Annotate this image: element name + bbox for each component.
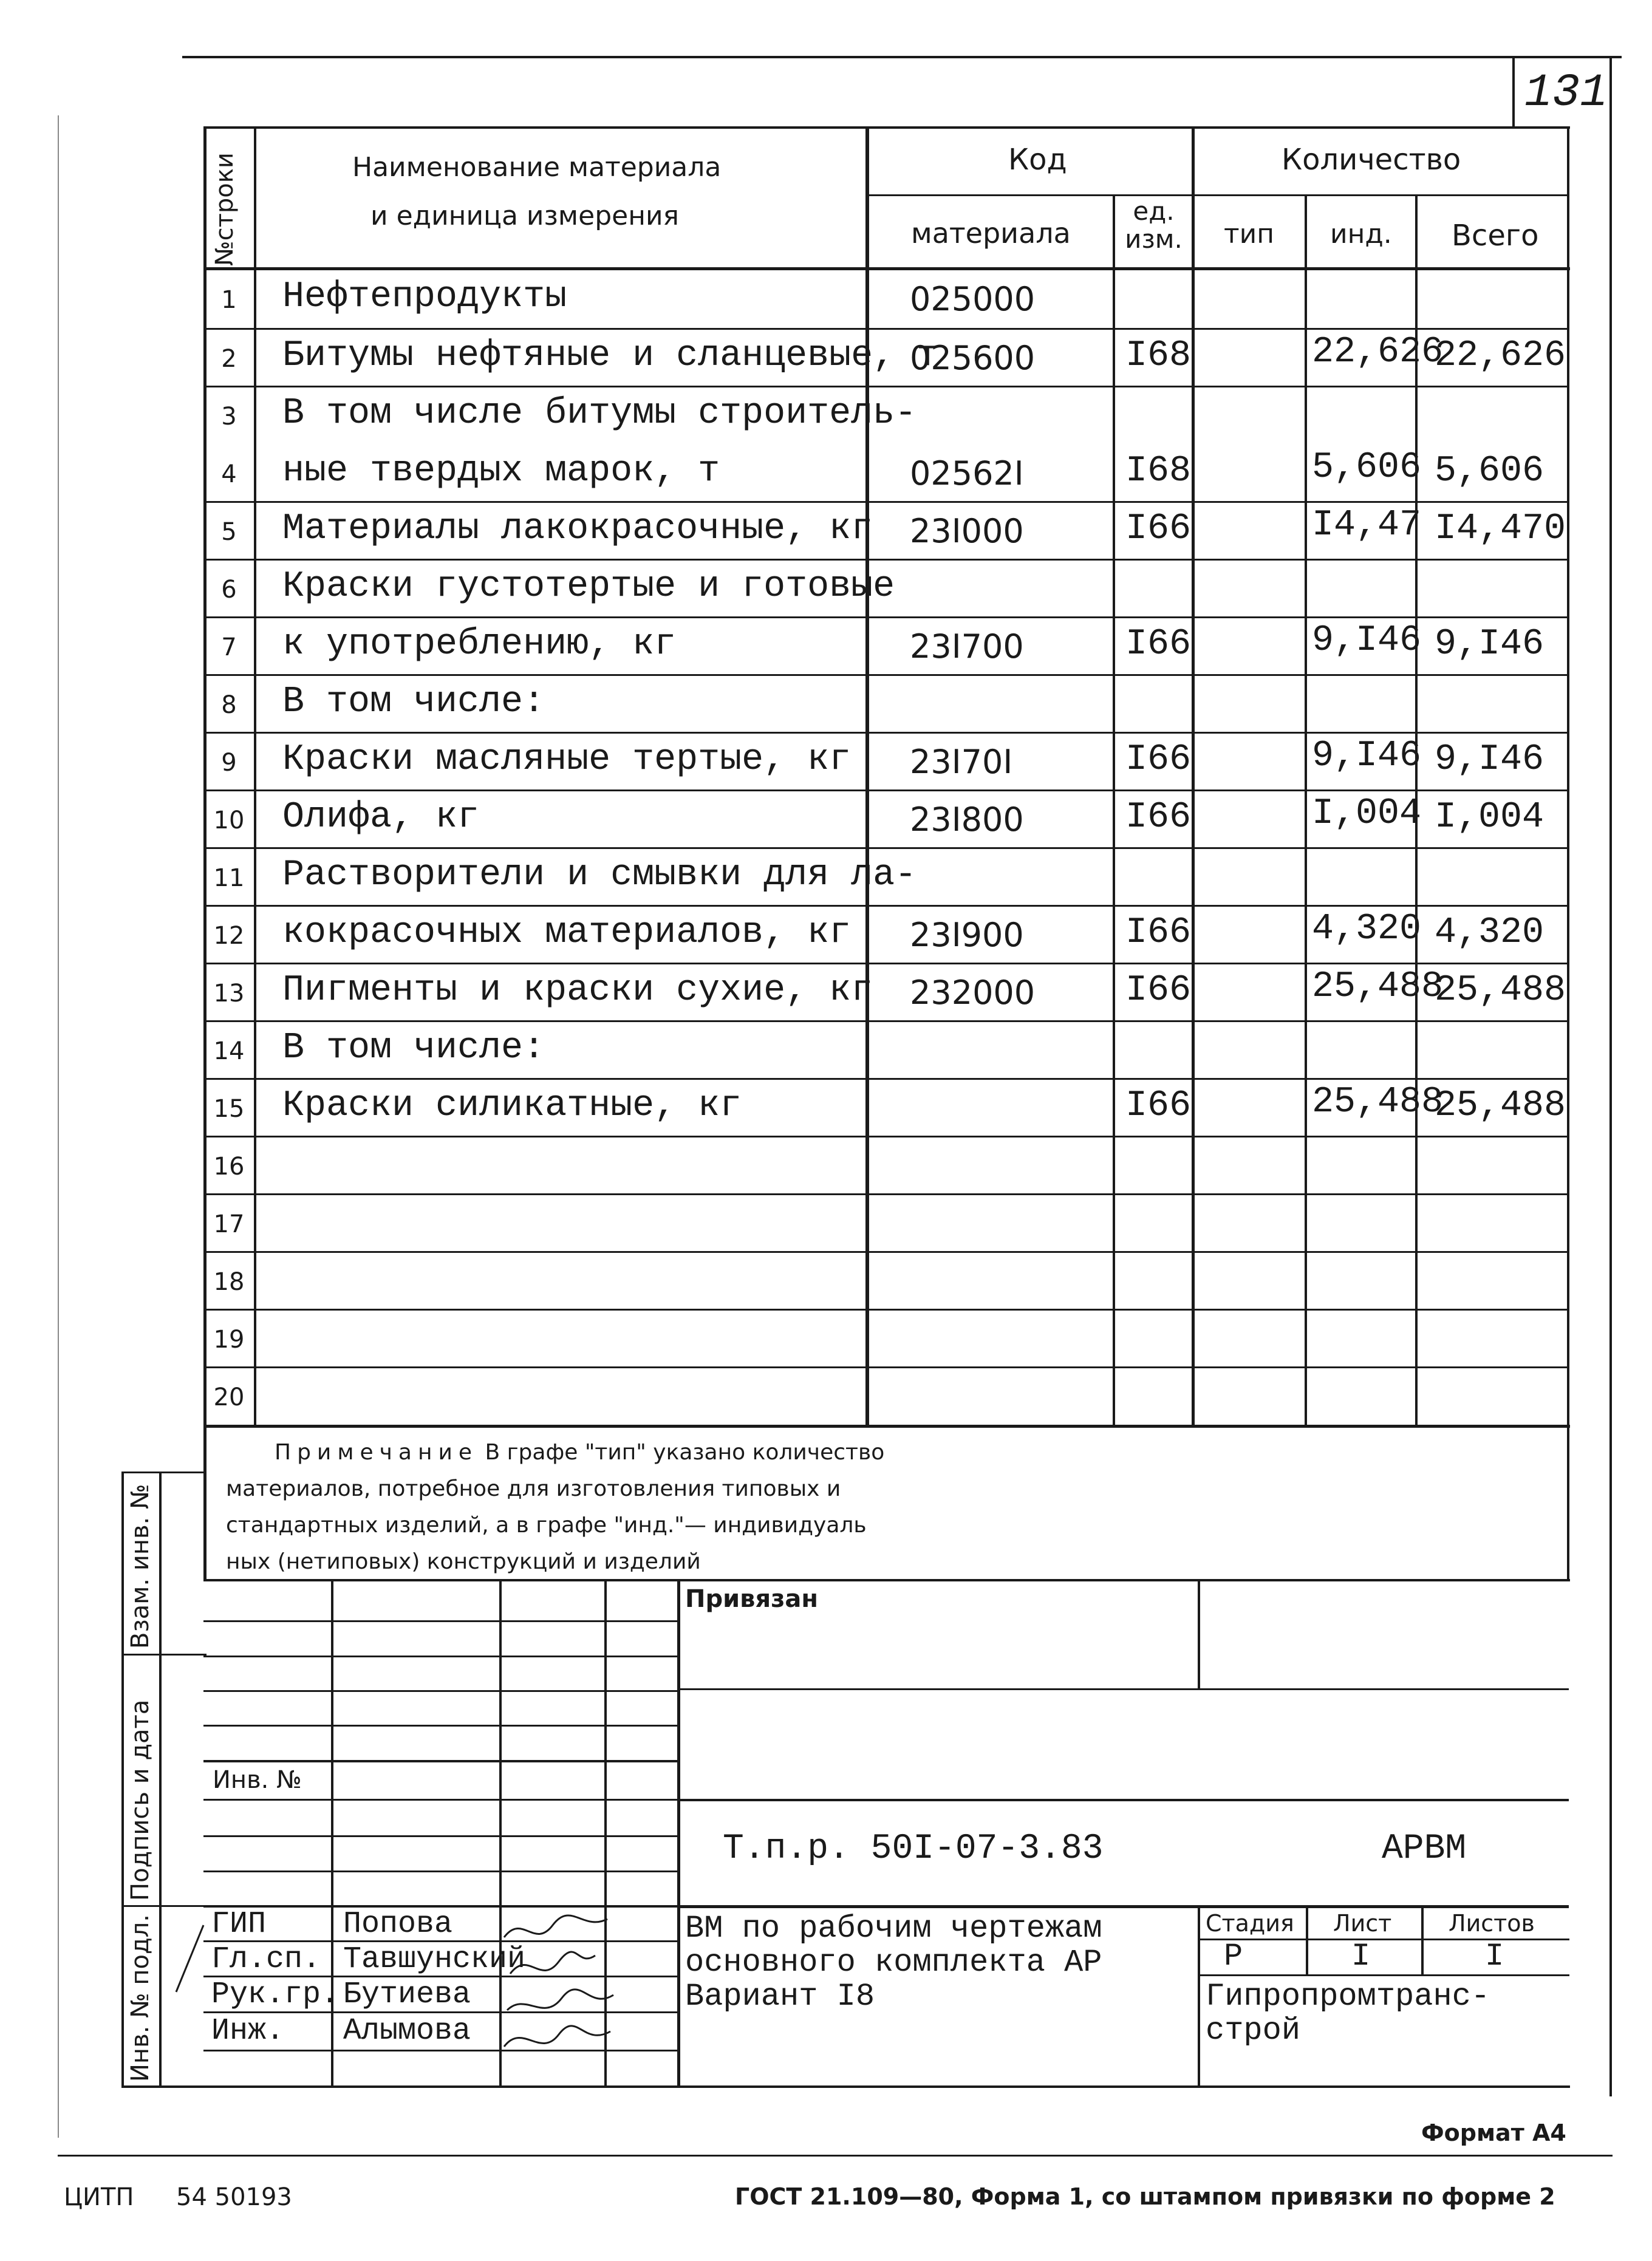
note-line1: В графе "тип" указано количество bbox=[485, 1440, 885, 1465]
row-total: 22,626 bbox=[1435, 335, 1566, 377]
row-number: 11 bbox=[213, 864, 245, 892]
side-strip-left bbox=[121, 1472, 124, 2087]
col-code-sep bbox=[1113, 194, 1115, 1426]
stamp-title-line2: основного комплекта АР bbox=[685, 1945, 1102, 1980]
col-rownum-sep bbox=[254, 126, 256, 1426]
stamp-row-2 bbox=[203, 1656, 678, 1657]
footer-citp: ЦИТП bbox=[64, 2183, 134, 2211]
row-total: 5,606 bbox=[1435, 451, 1544, 492]
row-code: 02562I bbox=[910, 454, 1024, 493]
row-name: ные твердых марок, т bbox=[282, 451, 720, 492]
stamp-role: Инж. bbox=[211, 2014, 285, 2048]
privyazan-divider bbox=[1198, 1579, 1200, 1688]
col-name-sep bbox=[865, 126, 869, 1426]
row-separator bbox=[205, 963, 1568, 964]
sheet-label: Лист bbox=[1333, 1910, 1392, 1937]
stamp-designation: Т.п.р. 50I-07-3.83 bbox=[723, 1829, 1104, 1869]
header-type: тип bbox=[1224, 219, 1274, 250]
stage-left bbox=[1198, 1905, 1200, 2085]
stage-col-2 bbox=[1421, 1905, 1424, 1976]
row-name: В том числе: bbox=[282, 1028, 545, 1069]
stage-label: Стадия bbox=[1206, 1910, 1294, 1937]
header-code-unit: ед. изм. bbox=[1125, 196, 1183, 254]
row-unit: I66 bbox=[1125, 624, 1192, 665]
note-lead: Примечание bbox=[275, 1440, 479, 1465]
row-number: 16 bbox=[213, 1153, 245, 1181]
row-total: 9,I46 bbox=[1435, 624, 1544, 665]
stamp-org bbox=[1206, 1980, 1490, 2048]
side-strip-top bbox=[121, 1472, 206, 1473]
privyazan-bottom bbox=[678, 1688, 1569, 1690]
row-ind: I4,47 bbox=[1312, 505, 1422, 546]
side-vzam: Взам. инв. № bbox=[126, 1484, 154, 1649]
row-unit: I66 bbox=[1125, 970, 1192, 1011]
row-total: 9,I46 bbox=[1435, 739, 1544, 780]
row-separator bbox=[205, 1136, 1568, 1137]
left-frame-light bbox=[58, 115, 59, 2138]
row-number: 10 bbox=[213, 807, 245, 834]
stamp-row-4 bbox=[203, 1725, 678, 1727]
side-strip-mid bbox=[159, 1472, 162, 2087]
row-name: к употреблению, кг bbox=[282, 624, 677, 665]
header-total: Всего bbox=[1452, 219, 1539, 253]
note bbox=[226, 1434, 884, 1580]
header-code-material: материала bbox=[911, 217, 1071, 250]
stamp-person-name: Бутиева bbox=[343, 1977, 471, 2012]
row-separator bbox=[205, 1309, 1568, 1311]
row-name: Краски масляные тертые, кг bbox=[282, 739, 852, 780]
stamp-org-line1: Гипропромтранс- bbox=[1206, 1979, 1490, 2014]
row-ind: I,004 bbox=[1312, 793, 1422, 834]
row-number: 3 bbox=[221, 403, 237, 431]
row-separator bbox=[205, 1366, 1568, 1368]
data-bottom bbox=[203, 1425, 1570, 1428]
row-total: 25,488 bbox=[1435, 1085, 1566, 1127]
table-top bbox=[203, 126, 1570, 129]
stamp-row-6 bbox=[203, 1799, 678, 1801]
row-separator bbox=[205, 789, 1568, 791]
row-number: 18 bbox=[213, 1268, 245, 1296]
header-ind: инд. bbox=[1330, 219, 1392, 250]
stamp-row-8 bbox=[203, 1871, 678, 1872]
stamp-role: Рук.гр. bbox=[211, 1977, 340, 2012]
row-unit: I68 bbox=[1125, 335, 1192, 377]
sheets-label: Листов bbox=[1449, 1910, 1535, 1937]
stamp-title-line3: Вариант I8 bbox=[685, 1979, 875, 2014]
col-unit-sep bbox=[1192, 126, 1195, 1426]
row-separator bbox=[205, 328, 1568, 330]
row-number: 8 bbox=[221, 691, 237, 719]
footer-code: 54 50193 bbox=[176, 2183, 292, 2211]
header-rownum: №строки bbox=[211, 152, 239, 266]
row-number: 19 bbox=[213, 1326, 245, 1354]
row-name: Краски силикатные, кг bbox=[282, 1085, 742, 1127]
row-total: I,004 bbox=[1435, 797, 1544, 838]
header-code: Код bbox=[1008, 143, 1067, 177]
page-number: 131 bbox=[1524, 67, 1608, 119]
row-separator bbox=[205, 1020, 1568, 1022]
header-quantity: Количество bbox=[1282, 143, 1461, 177]
top-rule bbox=[182, 56, 1622, 58]
row-separator bbox=[205, 847, 1568, 849]
note-line2: материалов, потребное для изготовления типовых и bbox=[226, 1476, 841, 1501]
stamp-mark: АРВМ bbox=[1382, 1829, 1467, 1869]
row-code: 23I70I bbox=[910, 743, 1013, 781]
stamp-row-3 bbox=[203, 1690, 678, 1692]
header-mid-line bbox=[867, 194, 1569, 196]
row-name: В том числе битумы строитель- bbox=[282, 393, 917, 434]
side-sep-1 bbox=[121, 1654, 206, 1656]
stamp-title-line1: ВМ по рабочим чертежам bbox=[685, 1911, 1102, 1946]
row-unit: I68 bbox=[1125, 451, 1192, 492]
row-name: Материалы лакокрасочные, кг bbox=[282, 508, 873, 550]
row-number: 13 bbox=[213, 980, 245, 1008]
stage-col-1 bbox=[1306, 1905, 1308, 1976]
row-separator bbox=[205, 559, 1568, 561]
row-number: 17 bbox=[213, 1210, 245, 1238]
row-code: 232000 bbox=[910, 974, 1036, 1012]
col-type-sep bbox=[1305, 194, 1307, 1426]
row-ind: 25,488 bbox=[1312, 966, 1444, 1008]
stamp-privyazan: Привязан bbox=[685, 1585, 819, 1613]
row-unit: I66 bbox=[1125, 1085, 1192, 1127]
row-separator bbox=[205, 386, 1568, 387]
side-podpis: Подпись и дата bbox=[126, 1699, 154, 1901]
row-ind: 9,I46 bbox=[1312, 620, 1422, 661]
row-code: 025600 bbox=[910, 339, 1036, 377]
footer-gost: ГОСТ 21.109—80, Форма 1, со штампом привязки по форме 2 bbox=[735, 2183, 1555, 2210]
row-name: кокрасочных материалов, кг bbox=[282, 912, 852, 953]
row-separator bbox=[205, 732, 1568, 734]
note-line4: ных (нетиповых) конструкций и изделий bbox=[226, 1549, 701, 1574]
row-code: 23I000 bbox=[910, 512, 1024, 550]
row-number: 20 bbox=[213, 1383, 245, 1411]
stage-row-2 bbox=[1198, 1974, 1569, 1976]
row-name: Пигменты и краски сухие, кг bbox=[282, 970, 873, 1011]
row-separator bbox=[205, 501, 1568, 503]
footer-format: Формат А4 bbox=[1421, 2119, 1566, 2146]
sheets-value: I bbox=[1485, 1939, 1504, 1974]
side-inv-podl: Инв. № подл. bbox=[126, 1914, 154, 2082]
stamp-person-name: Попова bbox=[343, 1907, 453, 1942]
stamp-person-name: Алымова bbox=[343, 2014, 471, 2048]
row-code: 23I700 bbox=[910, 627, 1024, 666]
row-total: 4,320 bbox=[1435, 912, 1544, 953]
stage-row-1 bbox=[1198, 1939, 1569, 1940]
row-ind: 25,488 bbox=[1312, 1082, 1444, 1123]
side-strip-bottom bbox=[121, 2085, 206, 2088]
row-unit: I66 bbox=[1125, 912, 1192, 953]
row-name: В том числе: bbox=[282, 681, 545, 723]
row-number: 15 bbox=[213, 1095, 245, 1123]
stamp-inv-no: Инв. № bbox=[213, 1766, 302, 1794]
header-bottom bbox=[203, 267, 1570, 270]
row-number: 9 bbox=[221, 749, 237, 777]
row-number: 7 bbox=[221, 633, 237, 661]
row-ind: 22,626 bbox=[1312, 332, 1444, 373]
row-unit: I66 bbox=[1125, 797, 1192, 838]
sheet-value: I bbox=[1351, 1939, 1371, 1974]
stamp-title bbox=[685, 1912, 1102, 2014]
row-ind: 4,320 bbox=[1312, 909, 1422, 950]
right-frame bbox=[1609, 56, 1612, 2096]
table-right bbox=[1567, 126, 1569, 1581]
row-number: 12 bbox=[213, 922, 245, 950]
row-ind: 9,I46 bbox=[1312, 735, 1422, 777]
stage-value: Р bbox=[1224, 1939, 1243, 1974]
designation-bottom bbox=[678, 1905, 1569, 1908]
row-number: 1 bbox=[221, 286, 237, 314]
bottom-frame bbox=[58, 2155, 1613, 2157]
stamp-row-7 bbox=[203, 1835, 678, 1837]
row-name: Битумы нефтяные и сланцевые, т bbox=[282, 335, 939, 377]
row-code: 025000 bbox=[910, 280, 1036, 318]
row-separator bbox=[205, 1251, 1568, 1253]
row-number: 5 bbox=[221, 518, 237, 546]
side-sep-2 bbox=[121, 1905, 206, 1907]
note-line3: стандартных изделий, а в графе "инд."— индивидуаль bbox=[226, 1513, 867, 1538]
row-separator bbox=[205, 905, 1568, 907]
row-name: Растворители и смывки для ла- bbox=[282, 854, 917, 896]
stamp-role: Гл.сп. bbox=[211, 1942, 321, 1977]
row-total: I4,470 bbox=[1435, 508, 1566, 550]
row-name: Нефтепродукты bbox=[282, 276, 567, 318]
stamp-bottom bbox=[203, 2085, 1570, 2088]
row-number: 6 bbox=[221, 576, 237, 604]
stamp-role: ГИП bbox=[211, 1907, 267, 1942]
stamp-org-line2: строй bbox=[1206, 2013, 1301, 2048]
header-name-line1: Наименование материала bbox=[352, 152, 722, 183]
row-separator bbox=[205, 1078, 1568, 1080]
row-separator bbox=[205, 616, 1568, 618]
row-number: 4 bbox=[221, 460, 237, 488]
row-unit: I66 bbox=[1125, 739, 1192, 780]
stamp-top bbox=[203, 1579, 1570, 1581]
row-ind: 5,606 bbox=[1312, 447, 1422, 488]
row-number: 14 bbox=[213, 1037, 245, 1065]
row-code: 23I900 bbox=[910, 916, 1024, 954]
row-name: Олифа, кг bbox=[282, 797, 480, 838]
row-separator bbox=[205, 1193, 1568, 1195]
header-name-line2: и единица измерения bbox=[370, 200, 680, 231]
row-number: 2 bbox=[221, 345, 237, 373]
row-name: Краски густотертые и готовые bbox=[282, 566, 895, 607]
row-total: 25,488 bbox=[1435, 970, 1566, 1011]
margin-slash bbox=[173, 1922, 210, 1995]
stamp-row-5 bbox=[203, 1760, 678, 1762]
stamp-person-name: Тавшунский bbox=[343, 1942, 526, 1977]
page-number-box-left bbox=[1512, 56, 1515, 129]
row-unit: I66 bbox=[1125, 508, 1192, 550]
signature-scribbles bbox=[498, 1907, 620, 2089]
designation-top bbox=[678, 1799, 1569, 1801]
stamp-row-1 bbox=[203, 1620, 678, 1622]
row-code: 23I800 bbox=[910, 800, 1024, 839]
row-separator bbox=[205, 674, 1568, 676]
